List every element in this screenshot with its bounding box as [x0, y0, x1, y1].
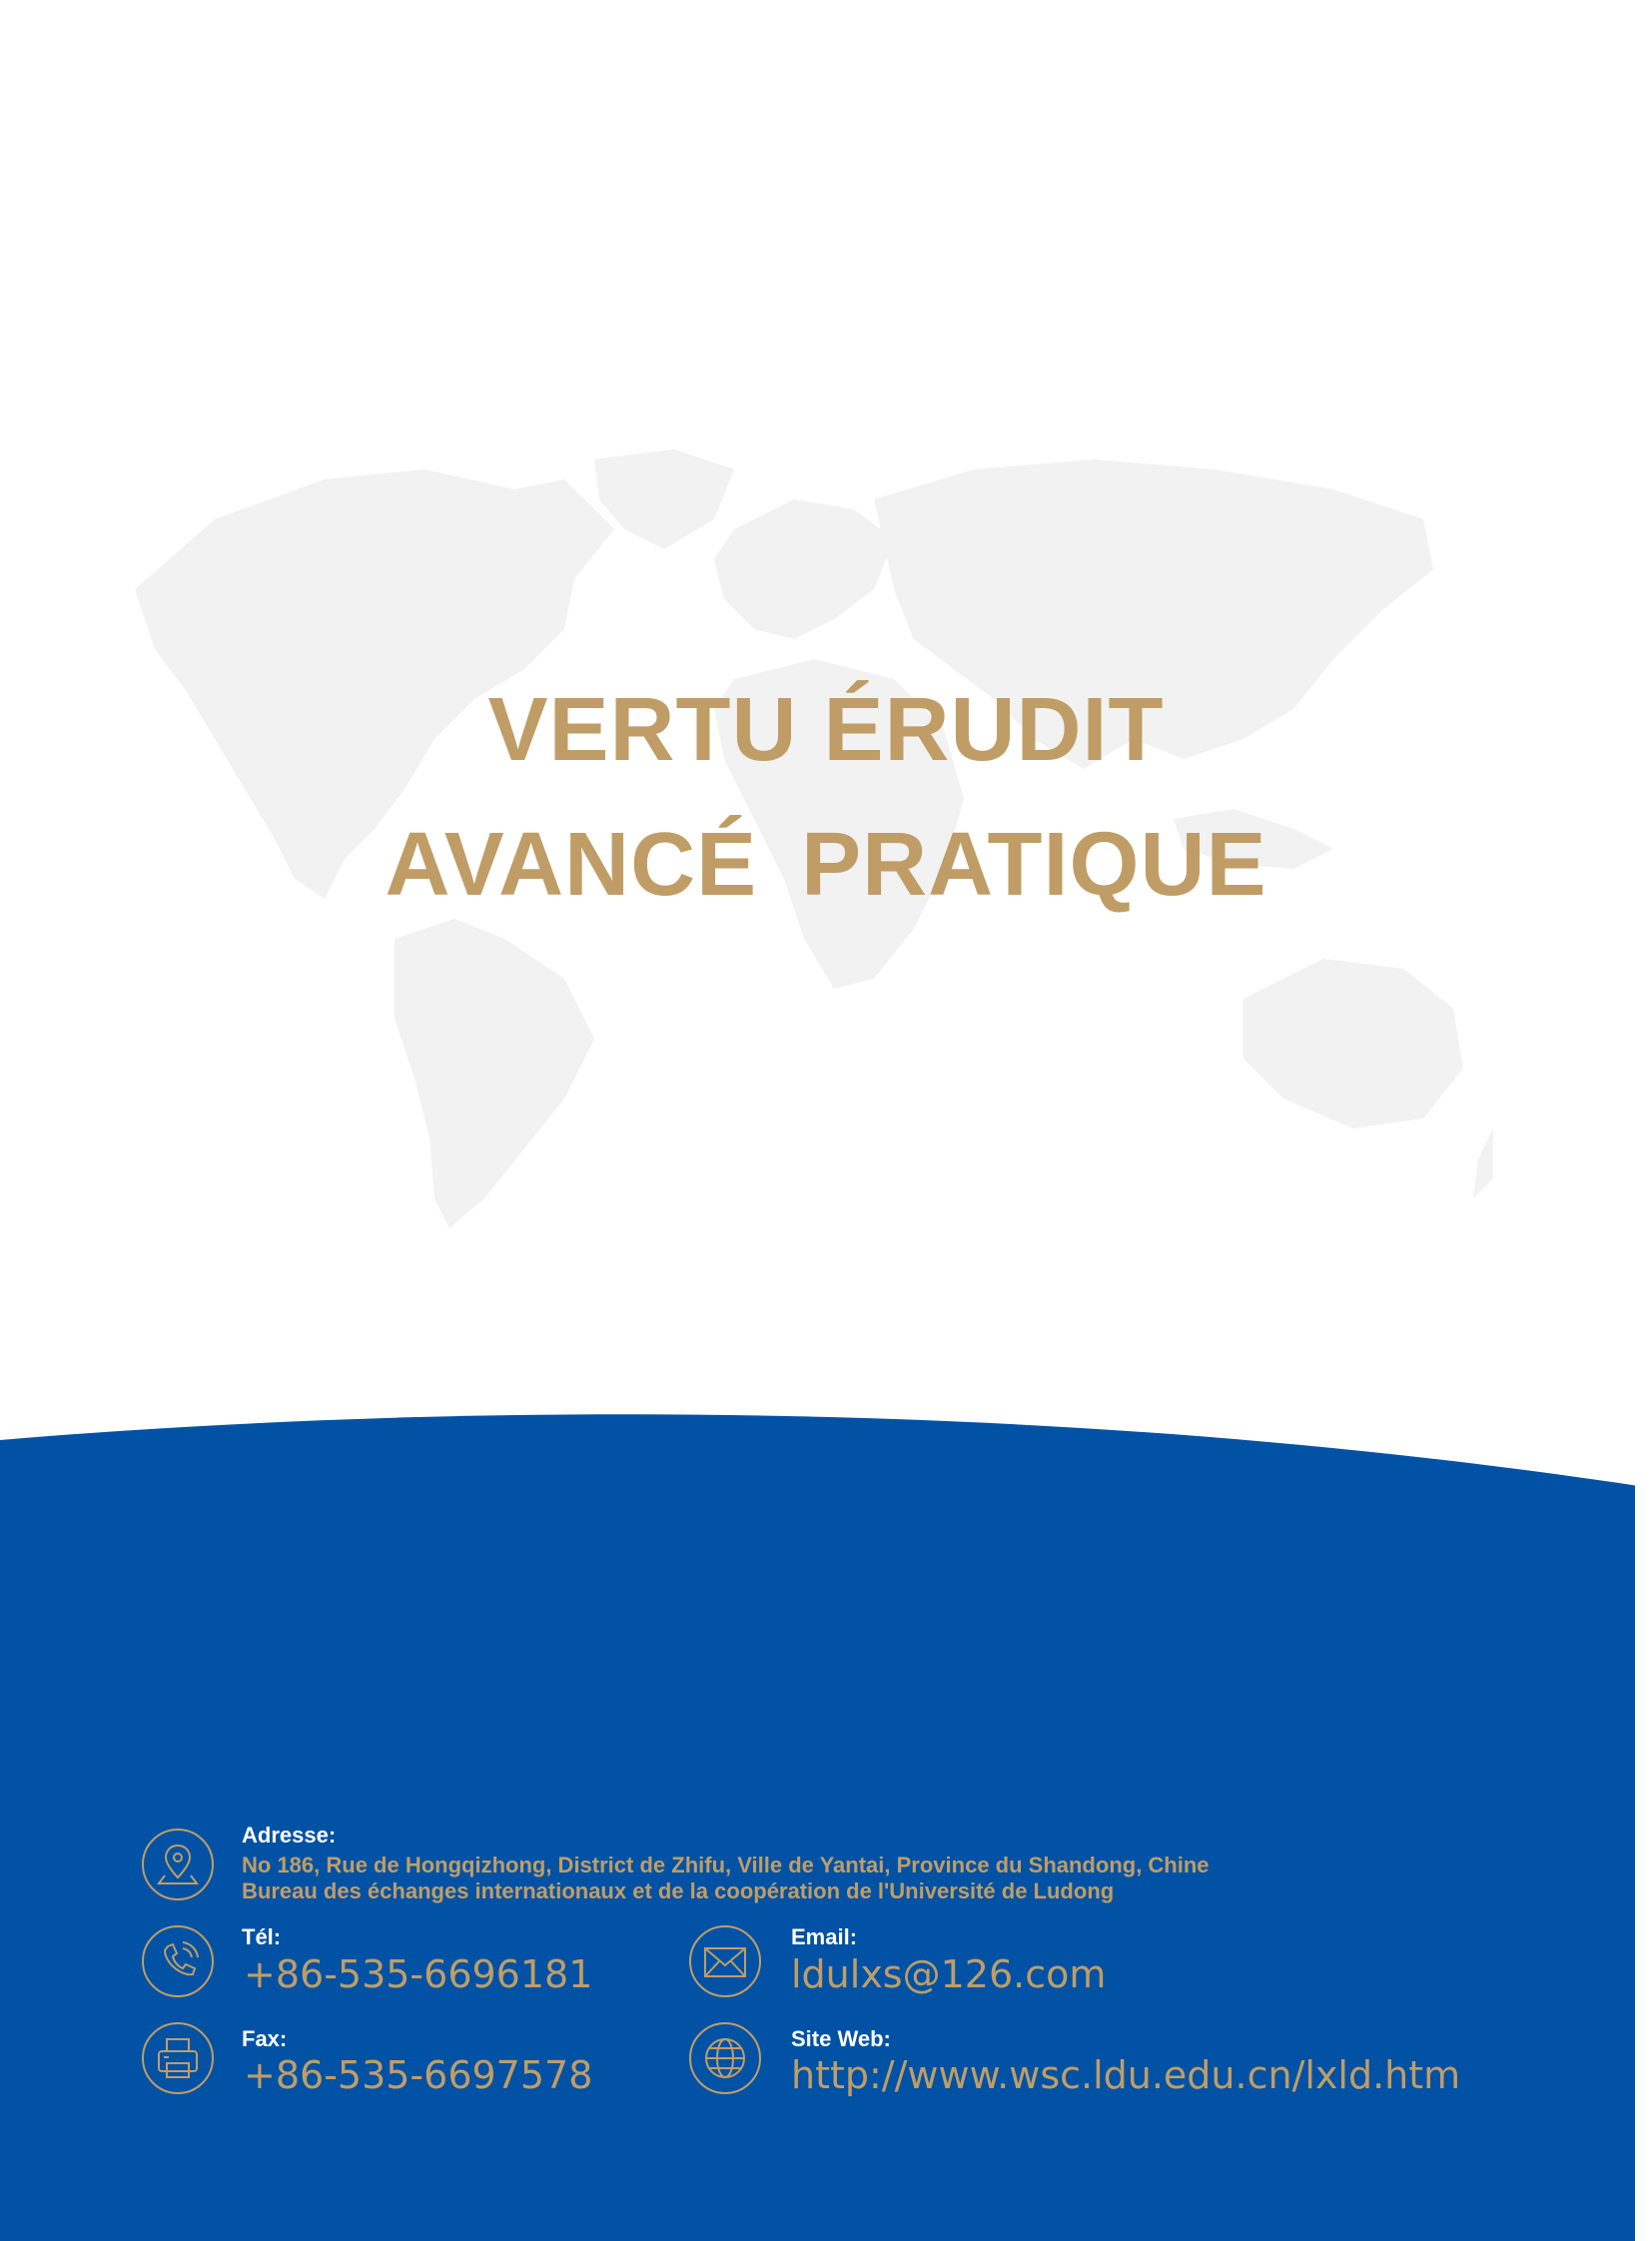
website-label: Site Web: — [791, 2026, 891, 2051]
fax-label: Fax: — [242, 2026, 288, 2051]
website-value[interactable]: http://www.wsc.ldu.edu.cn/lxld.htm — [791, 2053, 1461, 2097]
phone-icon — [141, 1924, 215, 1998]
address-line-2: Bureau des échanges internationaux et de la coopération de l'Université de Ludong — [242, 1878, 1115, 1903]
globe-icon — [688, 2021, 762, 2095]
address-label: Adresse: — [242, 1823, 337, 1848]
motto-line-1: VERTU ÉRUDIT — [487, 680, 1165, 780]
motto-line-2: AVANCÉ PRATIQUE — [385, 815, 1267, 915]
page-right-margin — [1635, 0, 1652, 2241]
email-value[interactable]: ldulxs@126.com — [791, 1952, 1107, 1996]
email-label: Email: — [791, 1924, 858, 1949]
location-pin-icon — [141, 1828, 215, 1901]
fax-icon — [141, 2021, 215, 2095]
envelope-icon — [688, 1924, 762, 1998]
tel-label: Tél: — [242, 1924, 282, 1949]
fax-value: +86-535-6697578 — [244, 2053, 593, 2097]
tel-value: +86-535-6696181 — [244, 1952, 593, 1996]
address-line-1: No 186, Rue de Hongqizhong, District de Zhifu, Ville de Yantai, Province du Shandong, Chine — [242, 1853, 1210, 1877]
